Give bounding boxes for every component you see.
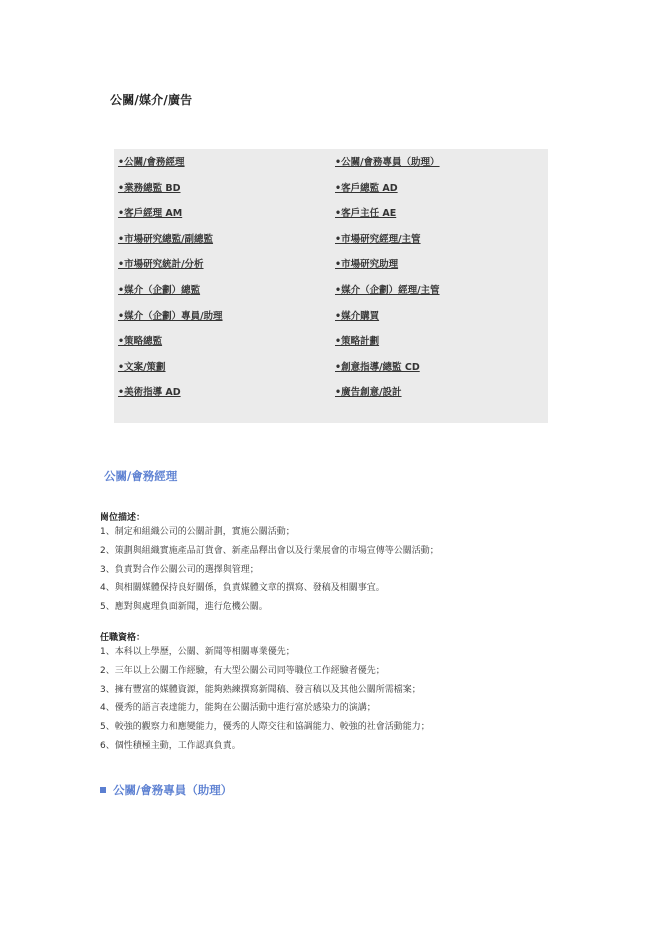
job-link[interactable]: •媒介（企劃）經理/主管	[335, 284, 440, 296]
job-link[interactable]: •媒介（企劃）專員/助理	[118, 310, 223, 322]
job-link[interactable]: •客戶主任 AE	[335, 208, 397, 220]
list-item: 3、擁有豐富的媒體資源，能夠熟練撰寫新聞稿、發言稿以及其他公關所需檔案；	[100, 684, 421, 695]
duties-list	[100, 523, 439, 617]
job-link[interactable]: •美術指導 AD	[118, 387, 181, 399]
job-link[interactable]: •廣告創意/設計	[335, 387, 402, 399]
section-title: 公關/會務經理	[104, 469, 178, 483]
list-item: 2、三年以上公關工作經驗，有大型公關公司同等職位工作經驗者優先；	[100, 665, 385, 676]
job-link[interactable]: •市場研究助理	[335, 259, 399, 271]
square-bullet-icon	[100, 787, 106, 793]
job-link[interactable]: •媒介購買	[335, 310, 380, 322]
list-item: 5、較強的觀察力和應變能力，優秀的人際交往和協調能力、較強的社會活動能力；	[100, 722, 430, 733]
list-item: 4、與相關媒體保持良好關係，負責媒體文章的撰寫、發稿及相關事宜。	[100, 583, 385, 594]
list-item: 1、制定和組織公司的公關計劃，實施公關活動；	[100, 527, 295, 537]
job-link[interactable]: •策略計劃	[335, 336, 380, 348]
job-link[interactable]: •公關/會務經理	[118, 157, 185, 168]
list-item: 3、負責對合作公關公司的選擇與管理；	[100, 564, 259, 575]
job-link[interactable]: •創意指導/總監 CD	[335, 361, 420, 373]
job-link[interactable]: •市場研究經理/主管	[335, 233, 421, 245]
next-section-heading	[100, 782, 232, 798]
job-link[interactable]: •客戶總監 AD	[335, 182, 398, 194]
list-item: 6、個性積極主動，工作認真負責。	[100, 740, 241, 751]
job-link[interactable]: •媒介（企劃）總監	[118, 284, 201, 296]
job-link[interactable]: •市場研究總監/副總監	[118, 233, 214, 245]
job-link-grid	[118, 156, 548, 412]
job-link[interactable]: •業務總監 BD	[118, 182, 181, 194]
next-section-title: 公關/會務專員（助理）	[113, 783, 233, 797]
job-link[interactable]: •公關/會務專員（助理）	[335, 157, 440, 168]
list-item: 5、應對與處理負面新聞，進行危機公關。	[100, 602, 268, 613]
list-item: 4、優秀的語言表達能力，能夠在公關活動中進行富於感染力的演講；	[100, 703, 376, 714]
job-link-panel	[114, 149, 548, 423]
job-link[interactable]: •文案/策劃	[118, 361, 166, 373]
list-item: 1、本科以上學歷，公關、新聞等相關專業優先；	[100, 647, 295, 657]
qualifications-heading: 任職資格：	[100, 633, 146, 643]
job-link[interactable]: •策略總監	[118, 336, 163, 348]
page-title: 公關/媒介/廣告	[110, 93, 193, 107]
list-item: 2、策劃與組織實施產品訂貨會、新產品釋出會以及行業展會的市場宣傳等公關活動；	[100, 545, 439, 556]
duties-heading: 崗位描述：	[100, 513, 146, 523]
job-link[interactable]: •客戶經理 AM	[118, 208, 183, 220]
qualifications-list	[100, 643, 430, 756]
job-link[interactable]: •市場研究統計/分析	[118, 259, 204, 271]
